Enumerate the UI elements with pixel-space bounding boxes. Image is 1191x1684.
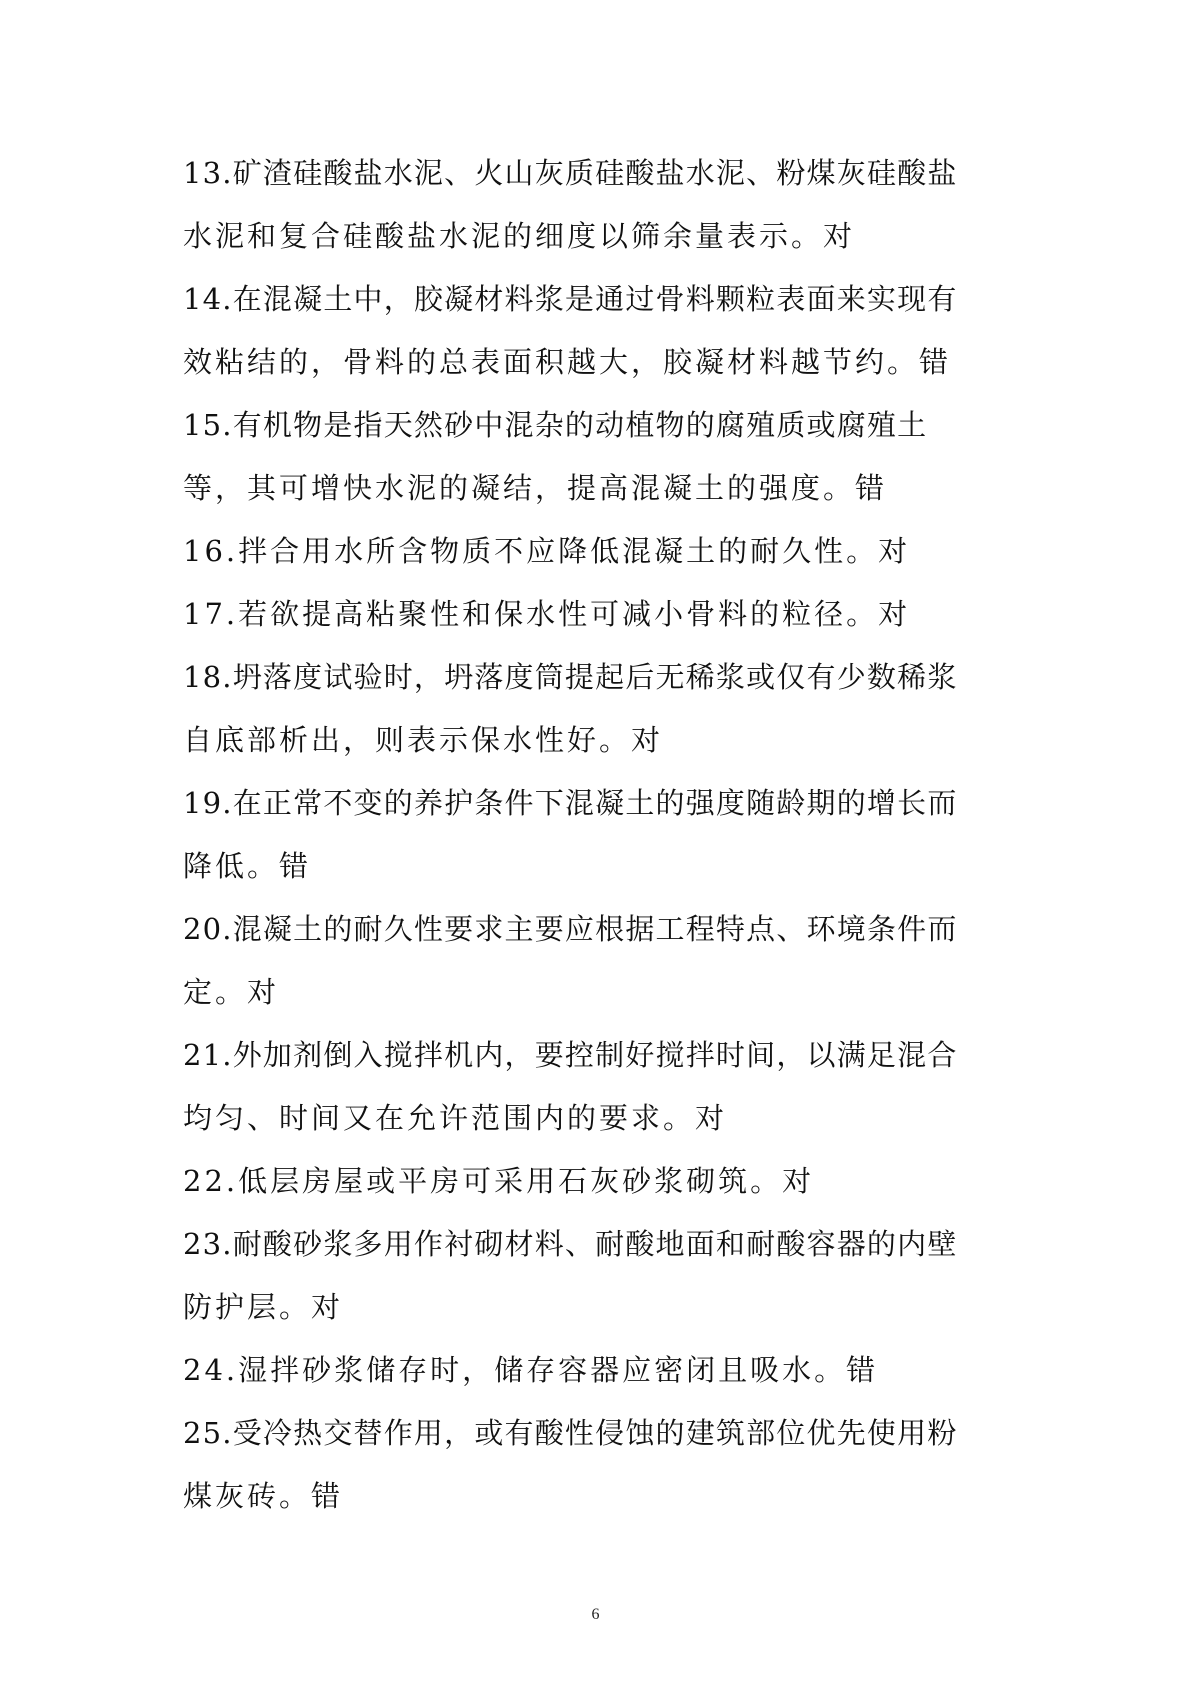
- text-line: 23.耐酸砂浆多用作衬砌材料、耐酸地面和耐酸容器的内壁: [183, 1227, 958, 1261]
- text-line: 自底部析出，则表示保水性好。对: [183, 723, 664, 757]
- page-number: 6: [591, 1606, 600, 1623]
- text-line: 20.混凝土的耐久性要求主要应根据工程特点、环境条件而: [183, 912, 958, 946]
- text-line: 降低。错: [183, 849, 312, 883]
- text-line: 25.受冷热交替作用，或有酸性侵蚀的建筑部位优先使用粉: [183, 1416, 958, 1450]
- text-line: 煤灰砖。错: [183, 1479, 344, 1513]
- text-line: 防护层。对: [183, 1290, 344, 1324]
- text-line: 21.外加剂倒入搅拌机内，要控制好搅拌时间，以满足混合: [183, 1038, 958, 1072]
- text-line: 15.有机物是指天然砂中混杂的动植物的腐殖质或腐殖土: [183, 408, 928, 442]
- question-list: [183, 142, 1023, 1528]
- text-line: 17.若欲提高粘聚性和保水性可减小骨料的粒径。对: [183, 597, 911, 631]
- text-line: 13.矿渣硅酸盐水泥、火山灰质硅酸盐水泥、粉煤灰硅酸盐: [183, 156, 958, 190]
- text-line: 16.拌合用水所含物质不应降低混凝土的耐久性。对: [183, 534, 911, 568]
- text-line: 18.坍落度试验时，坍落度筒提起后无稀浆或仅有少数稀浆: [183, 660, 958, 694]
- text-line: 均匀、时间又在允许范围内的要求。对: [183, 1101, 728, 1135]
- text-line: 等，其可增快水泥的凝结，提高混凝土的强度。错: [183, 471, 888, 505]
- text-line: 水泥和复合硅酸盐水泥的细度以筛余量表示。对: [183, 219, 856, 253]
- text-line: 19.在正常不变的养护条件下混凝土的强度随龄期的增长而: [183, 786, 958, 820]
- text-line: 22.低层房屋或平房可采用石灰砂浆砌筑。对: [183, 1164, 815, 1198]
- text-line: 定。对: [183, 975, 280, 1009]
- text-line: 效粘结的，骨料的总表面积越大，胶凝材料越节约。错: [183, 345, 952, 379]
- text-line: 14.在混凝土中，胶凝材料浆是通过骨料颗粒表面来实现有: [183, 282, 958, 316]
- text-line: 24.湿拌砂浆储存时，储存容器应密闭且吸水。错: [183, 1353, 879, 1387]
